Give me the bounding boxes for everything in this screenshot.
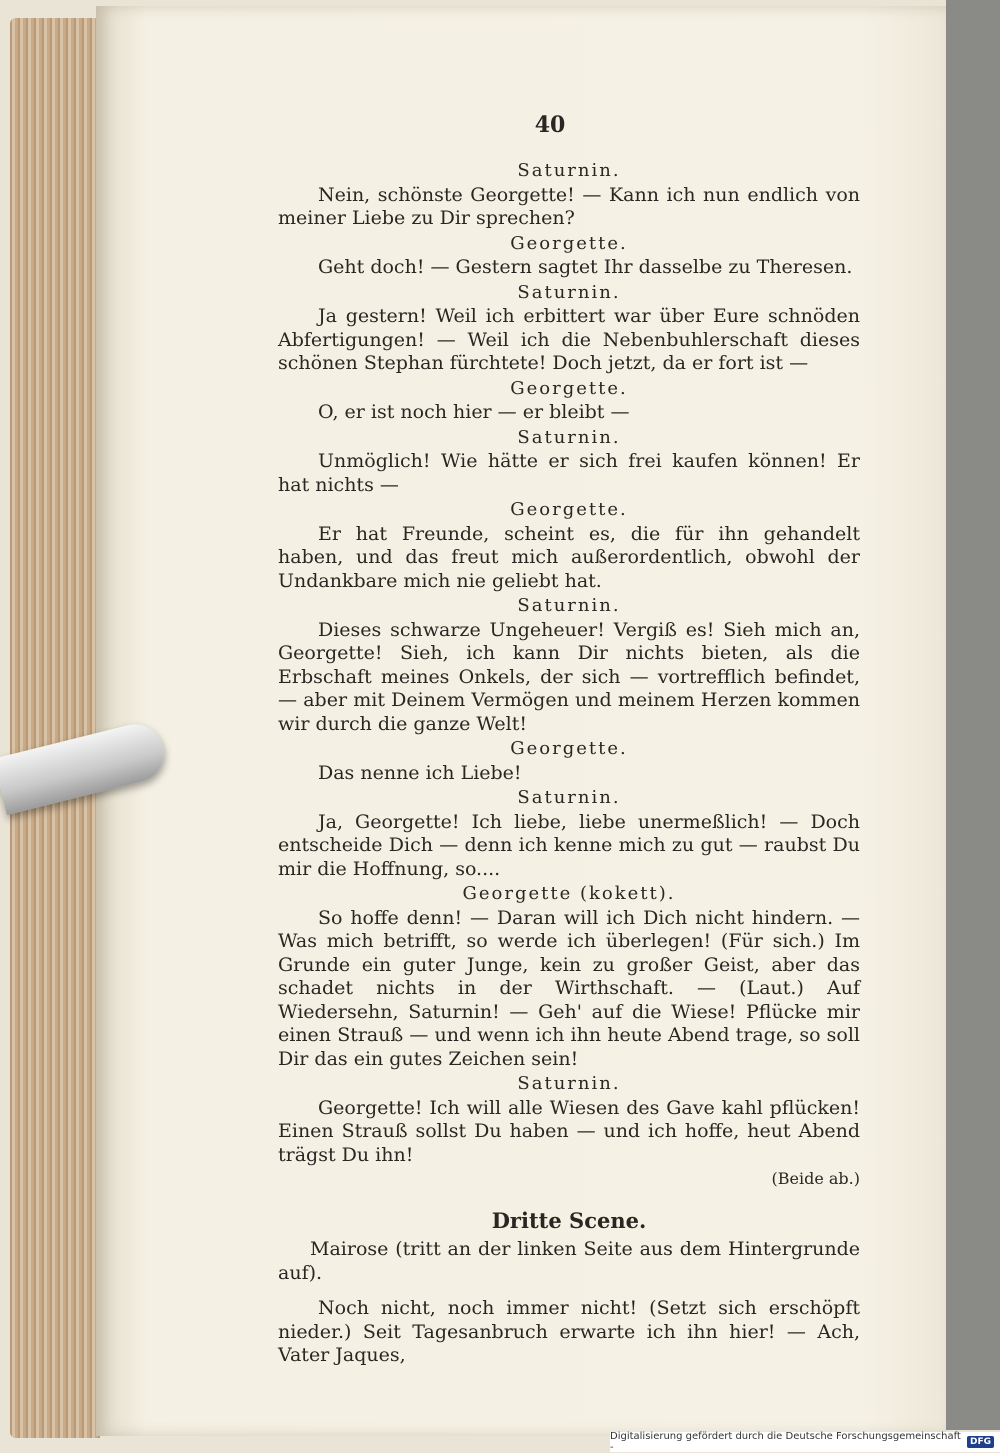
speech-text: Georgette! Ich will alle Wiesen des Gave kahl pflücken! Einen Strauß sollst Du haben — und ich hoffe, heut Abend trägst Du ihn! xyxy=(278,1096,860,1166)
speech-text: Er hat Freunde, scheint es, die für ihn gehandelt haben, und das freut mich außerordentlich, obwohl der Undankbare mich nie geliebt hat. xyxy=(278,522,860,592)
speaker-name: Georgette. xyxy=(510,232,628,254)
speech-text: Dieses schwarze Ungeheuer! Vergiß es! Sieh mich an, Georgette! Sieh, ich kann Dir nichts bieten, als die Erbschaft meines Onkels, der sich — vortrefflich befindet, — aber mit Deinem Vermögen und meinem Herzen kommen wir durch die ganze Welt! xyxy=(278,618,860,735)
page-number: 40 xyxy=(534,112,566,138)
speech-text: Nein, schönste Georgette! — Kann ich nun endlich von meiner Liebe zu Dir sprechen? xyxy=(278,183,860,229)
speaker-name: Saturnin. xyxy=(517,595,621,616)
dfg-logo: DFG xyxy=(967,1436,994,1448)
speaker-name: Georgette. xyxy=(510,499,628,520)
speech-text: Das nenne ich Liebe! xyxy=(318,761,522,784)
speech-text: Ja gestern! Weil ich erbittert war über Eure schnöden Abfertigungen! — Weil ich die Nebenbuhlerschaft dieses schönen Stephan fürchtete! Doch jetzt, da er fort ist — xyxy=(278,305,860,374)
stage-direction: Mairose (tritt an der linken Seite aus dem Hintergrunde auf). xyxy=(278,1238,860,1284)
speaker-name: Georgette (kokett). xyxy=(462,883,676,904)
speaker-name: Saturnin. xyxy=(517,1073,621,1094)
exit-direction: (Beide ab.) xyxy=(771,1169,860,1188)
speaker-name: Saturnin. xyxy=(517,787,621,808)
speaker-name: Saturnin. xyxy=(517,426,621,448)
speech-text: Noch nicht, noch immer nicht! (Setzt sich erschöpft nieder.) Seit Tagesanbruch erwarte ich ihn hier! — Ach, Vater Jaques, xyxy=(278,1297,860,1366)
footer-text: Digitalisierung gefördert durch die Deutsche Forschungsgemeinschaft - xyxy=(610,1431,961,1453)
speech-text: Ja, Georgette! Ich liebe, liebe unermeßlich! — Doch entscheide Dich — denn ich kenne mich zu gut — raubst Du mir die Hoffnung, so.... xyxy=(278,810,860,880)
speech-text: Geht doch! — Gestern sagtet Ihr dasselbe zu Theresen. xyxy=(318,256,853,278)
speech-text: So hoffe denn! — Daran will ich Dich nicht hindern. — Was mich betrifft, so werde ich überlegen! (Für sich.) Im Grunde ein guter Junge, kein zu großer Geist, aber das schadet nichts in der Wirthschaft. — (Laut.) Auf Wiedersehn, Saturnin! — Geh' auf die Wiese! Pflücke mir einen Strauß — und wenn ich ihn heute Abend trage, so soll Dir das ein gutes Zeichen sein! xyxy=(278,906,860,1070)
speech-text: Unmöglich! Wie hätte er sich frei kaufen können! Er hat nichts — xyxy=(278,450,860,496)
speaker-name: Georgette. xyxy=(510,377,628,399)
speaker-name: Saturnin. xyxy=(517,160,621,181)
scene-heading: Dritte Scene. xyxy=(491,1207,647,1233)
speaker-name: Georgette. xyxy=(510,738,628,759)
footer-credit xyxy=(610,1432,1000,1452)
scan-background-strip xyxy=(946,0,1000,1430)
page-text xyxy=(278,158,860,1368)
speaker-name: Saturnin. xyxy=(517,281,621,303)
speech-text: O, er ist noch hier — er bleibt — xyxy=(318,401,630,423)
book-page-edges xyxy=(10,18,100,1438)
